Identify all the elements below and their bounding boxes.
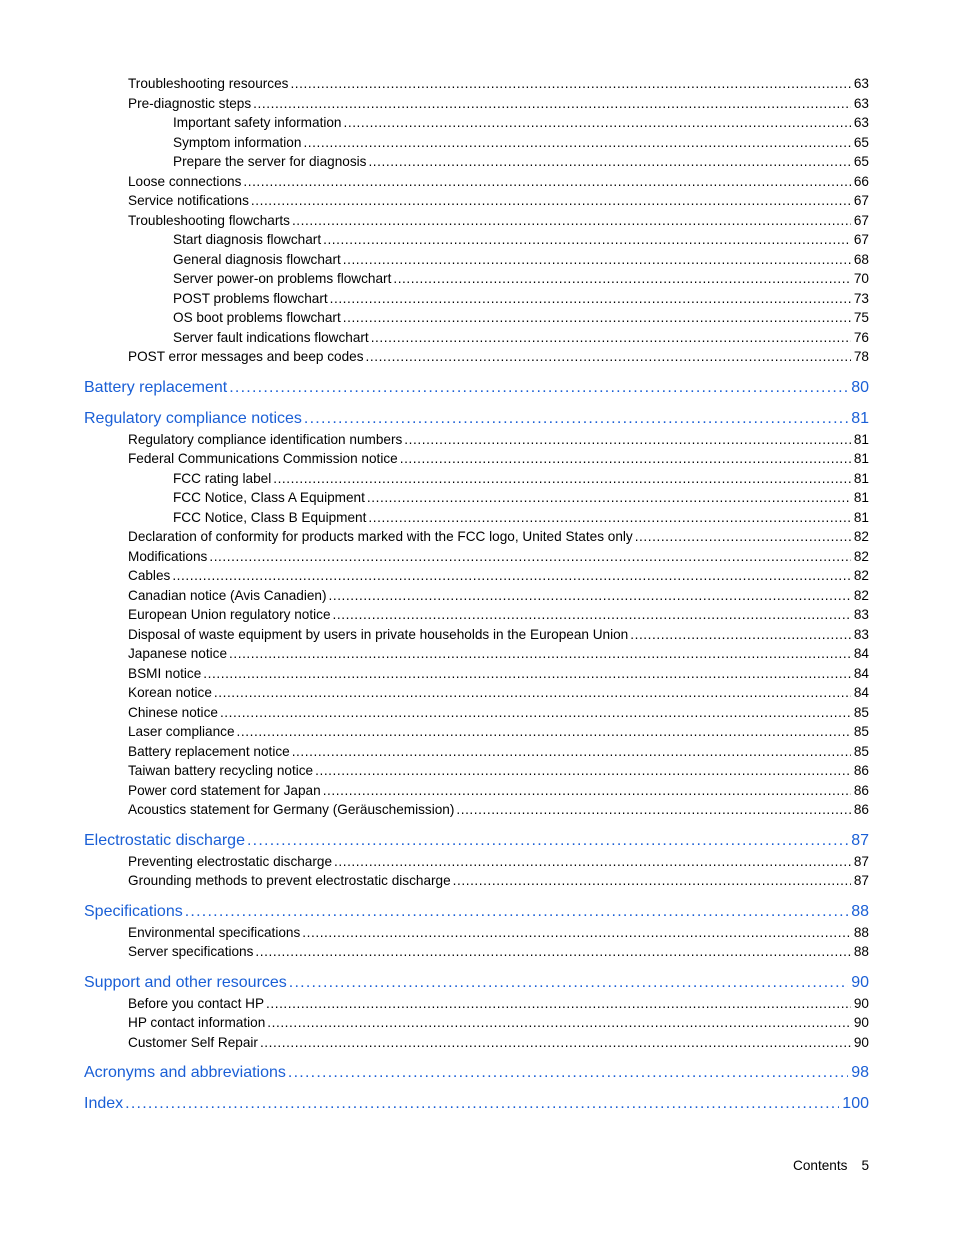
toc-section-entry[interactable]: [84, 211, 869, 231]
toc-section-entry[interactable]: [84, 942, 869, 962]
toc-dot-leader: [267, 1013, 851, 1033]
toc-dot-leader: [214, 683, 851, 703]
toc-dot-leader: [203, 664, 851, 684]
toc-dot-leader: [333, 605, 851, 625]
toc-entry-title: Federal Communications Commission notice: [128, 451, 398, 466]
toc-entry-page: 75: [853, 310, 869, 325]
toc-section-entry[interactable]: [84, 113, 869, 133]
toc-section-entry[interactable]: [84, 871, 869, 891]
toc-entry-title: Declaration of conformity for products marked with the FCC logo, United States only: [128, 529, 633, 544]
toc-entry-title: Troubleshooting resources: [128, 76, 289, 91]
toc-entry-title: European Union regulatory notice: [128, 607, 331, 622]
toc-dot-leader: [260, 1033, 851, 1053]
toc-entry-page: 83: [853, 607, 869, 622]
toc-dot-leader: [393, 269, 851, 289]
toc-entry-page: 84: [853, 646, 869, 661]
toc-dot-leader: [251, 191, 851, 211]
toc-entry-page: 66: [853, 173, 869, 189]
toc-entry-title: Regulatory compliance notices: [84, 409, 302, 427]
toc-dot-leader: [289, 973, 848, 993]
toc-dot-leader: [334, 852, 851, 872]
toc-entry-title: Specifications: [84, 902, 183, 920]
toc-dot-leader: [456, 800, 851, 820]
toc-section-entry[interactable]: [84, 74, 869, 94]
toc-entry-page: 83: [853, 626, 869, 642]
toc-section-entry[interactable]: [84, 308, 869, 328]
toc-entry-title: Battery replacement: [84, 378, 228, 396]
toc-entry-page: 86: [853, 763, 869, 778]
toc-dot-leader: [220, 703, 851, 723]
toc-entry-page: 90: [853, 1015, 869, 1030]
toc-section-entry[interactable]: [84, 527, 869, 547]
toc-section-entry[interactable]: [84, 430, 869, 450]
toc-entry-page: 78: [853, 349, 869, 364]
toc-entry-page: 81: [853, 509, 869, 525]
toc-dot-leader: [292, 211, 851, 231]
toc-entry-page: 90: [851, 973, 869, 991]
toc-dot-leader: [404, 430, 851, 450]
toc-section-entry[interactable]: [84, 586, 869, 606]
toc-entry-page: 84: [853, 665, 869, 681]
toc-entry-title: Support and other resources: [84, 973, 287, 991]
toc-section-entry[interactable]: [84, 566, 869, 586]
toc-dot-leader: [247, 831, 848, 851]
toc-dot-leader: [344, 113, 851, 133]
toc-dot-leader: [292, 742, 851, 762]
toc-entry-page: 100: [842, 1095, 869, 1112]
toc-dot-leader: [172, 566, 851, 586]
toc-entry-page: 98: [851, 1064, 869, 1081]
toc-entry-page: 63: [853, 115, 869, 130]
toc-entry-title: Important safety information: [173, 115, 342, 130]
toc-section-entry[interactable]: [84, 781, 869, 801]
toc-dot-leader: [229, 378, 848, 398]
toc-entry-page: 90: [853, 995, 869, 1011]
toc-entry-title: Prepare the server for diagnosis: [173, 154, 367, 169]
toc-dot-leader: [255, 942, 850, 962]
toc-entry-title: POST problems flowchart: [173, 290, 328, 306]
toc-section-entry[interactable]: [84, 250, 869, 270]
toc-entry-title: Taiwan battery recycling notice: [128, 763, 314, 778]
toc-section-entry[interactable]: [84, 1033, 869, 1053]
toc-chapter-entry[interactable]: [84, 902, 869, 922]
toc-dot-leader: [323, 230, 851, 250]
toc-section-entry[interactable]: [84, 923, 869, 943]
toc-dot-leader: [290, 74, 850, 94]
toc-entry-title: HP contact information: [128, 1015, 266, 1030]
toc-section-entry[interactable]: [84, 508, 869, 528]
toc-section-entry[interactable]: [84, 172, 869, 192]
footer-page-number: 5: [861, 1158, 869, 1173]
toc-entry-title: Regulatory compliance identification numbers: [128, 431, 403, 447]
toc-entry-title: Pre-diagnostic steps: [128, 95, 252, 111]
toc-entry-title: Start diagnosis flowchart: [173, 232, 322, 247]
toc-entry-page: 86: [853, 802, 869, 817]
toc-section-entry[interactable]: [84, 703, 869, 723]
toc-entry-title: Disposal of waste equipment by users in private households in the European Union: [128, 626, 629, 642]
toc-section-entry[interactable]: [84, 469, 869, 489]
toc-entry-page: 87: [851, 831, 869, 849]
page-footer: [793, 1158, 869, 1173]
toc-dot-leader: [273, 469, 851, 489]
toc-entry-title: Japanese notice: [128, 646, 228, 661]
toc-entry-page: 85: [853, 743, 869, 759]
toc-entry-title: POST error messages and beep codes: [128, 349, 364, 364]
toc-section-entry[interactable]: [84, 852, 869, 872]
toc-section-entry[interactable]: [84, 800, 869, 820]
toc-entry-page: 87: [853, 853, 869, 869]
toc-section-entry[interactable]: [84, 625, 869, 645]
toc-dot-leader: [209, 547, 851, 567]
toc-entry-page: 82: [853, 587, 869, 603]
toc-entry-page: 70: [853, 271, 869, 286]
toc-dot-leader: [371, 328, 851, 348]
toc-entry-page: 80: [851, 378, 869, 396]
toc-dot-leader: [253, 94, 851, 114]
toc-entry-page: 90: [853, 1034, 869, 1050]
toc-entry-page: 81: [853, 490, 869, 505]
footer-section-label: Contents: [793, 1158, 848, 1173]
toc-section-entry[interactable]: [84, 605, 869, 625]
toc-entry-page: 65: [853, 154, 869, 169]
toc-entry-title: Acoustics statement for Germany (Geräuschemission): [128, 802, 455, 817]
toc-dot-leader: [453, 871, 851, 891]
toc-entry-title: Cables: [128, 568, 171, 583]
toc-dot-leader: [304, 409, 848, 429]
toc-entry-page: 86: [853, 782, 869, 798]
toc-section-entry[interactable]: [84, 994, 869, 1014]
toc-entry-page: 81: [853, 431, 869, 447]
toc-dot-leader: [303, 133, 850, 153]
toc-dot-leader: [266, 994, 851, 1014]
toc-dot-leader: [368, 508, 850, 528]
toc-section-entry[interactable]: [84, 94, 869, 114]
toc-entry-title: General diagnosis flowchart: [173, 251, 341, 267]
toc-entry-title: FCC rating label: [173, 470, 272, 486]
table-of-contents: [84, 74, 869, 1114]
toc-chapter-entry[interactable]: [84, 1094, 869, 1114]
toc-dot-leader: [630, 625, 851, 645]
toc-section-entry[interactable]: [84, 683, 869, 703]
toc-entry-page: 82: [853, 529, 869, 544]
toc-dot-leader: [343, 250, 851, 270]
toc-entry-page: 81: [853, 470, 869, 486]
toc-chapter-entry[interactable]: [84, 973, 869, 993]
toc-entry-page: 87: [853, 873, 869, 888]
toc-entry-page: 85: [853, 704, 869, 720]
toc-entry-page: 63: [853, 76, 869, 91]
toc-entry-title: OS boot problems flowchart: [173, 310, 341, 325]
toc-section-entry[interactable]: [84, 133, 869, 153]
toc-entry-page: 65: [853, 134, 869, 150]
toc-entry-page: 85: [853, 724, 869, 739]
toc-entry-page: 67: [853, 193, 869, 208]
toc-entry-title: Laser compliance: [128, 724, 235, 739]
toc-chapter-entry[interactable]: [84, 1063, 869, 1083]
toc-dot-leader: [366, 347, 851, 367]
toc-entry-page: 63: [853, 95, 869, 111]
toc-section-entry[interactable]: [84, 230, 869, 250]
toc-entry-title: Loose connections: [128, 173, 242, 189]
toc-dot-leader: [329, 586, 851, 606]
toc-entry-page: 82: [853, 568, 869, 583]
toc-entry-title: Symptom information: [173, 134, 302, 150]
toc-entry-title: Server power-on problems flowchart: [173, 271, 392, 286]
toc-dot-leader: [229, 644, 851, 664]
toc-entry-page: 67: [853, 232, 869, 247]
toc-chapter-entry[interactable]: [84, 409, 869, 429]
toc-entry-title: Troubleshooting flowcharts: [128, 212, 290, 228]
toc-entry-page: 84: [853, 685, 869, 700]
toc-entry-title: Preventing electrostatic discharge: [128, 853, 333, 869]
toc-entry-title: Power cord statement for Japan: [128, 782, 321, 798]
toc-dot-leader: [367, 488, 851, 508]
toc-section-entry[interactable]: [84, 664, 869, 684]
toc-section-entry[interactable]: [84, 289, 869, 309]
toc-entry-title: Service notifications: [128, 193, 249, 208]
toc-section-entry[interactable]: [84, 191, 869, 211]
toc-dot-leader: [237, 722, 851, 742]
toc-section-entry[interactable]: [84, 328, 869, 348]
toc-entry-page: 81: [853, 451, 869, 466]
toc-entry-title: Customer Self Repair: [128, 1034, 258, 1050]
toc-dot-leader: [302, 923, 851, 943]
toc-entry-title: BSMI notice: [128, 665, 202, 681]
toc-dot-leader: [315, 761, 851, 781]
toc-dot-leader: [185, 902, 848, 922]
toc-dot-leader: [343, 308, 851, 328]
toc-entry-title: FCC Notice, Class A Equipment: [173, 490, 365, 505]
toc-dot-leader: [368, 152, 850, 172]
toc-section-entry[interactable]: [84, 722, 869, 742]
toc-entry-title: FCC Notice, Class B Equipment: [173, 509, 367, 525]
toc-entry-title: Index: [84, 1095, 124, 1112]
toc-entry-title: Server specifications: [128, 944, 254, 959]
toc-entry-title: Chinese notice: [128, 704, 218, 720]
toc-chapter-entry[interactable]: [84, 378, 869, 398]
toc-section-entry[interactable]: [84, 449, 869, 469]
toc-section-entry[interactable]: [84, 761, 869, 781]
toc-section-entry[interactable]: [84, 742, 869, 762]
toc-section-entry[interactable]: [84, 1013, 869, 1033]
toc-entry-page: 76: [853, 329, 869, 345]
toc-dot-leader: [323, 781, 851, 801]
toc-entry-title: Battery replacement notice: [128, 743, 290, 759]
toc-section-entry[interactable]: [84, 347, 869, 367]
toc-entry-page: 68: [853, 251, 869, 267]
toc-chapter-entry[interactable]: [84, 831, 869, 851]
toc-entry-page: 82: [853, 548, 869, 564]
toc-entry-title: Electrostatic discharge: [84, 831, 245, 849]
toc-entry-page: 73: [853, 290, 869, 306]
toc-entry-title: Grounding methods to prevent electrostatic discharge: [128, 873, 451, 888]
toc-entry-page: 88: [851, 902, 869, 920]
toc-dot-leader: [125, 1094, 839, 1114]
toc-section-entry[interactable]: [84, 644, 869, 664]
toc-entry-title: Before you contact HP: [128, 995, 265, 1011]
toc-entry-title: Server fault indications flowchart: [173, 329, 369, 345]
toc-dot-leader: [288, 1063, 848, 1083]
toc-entry-title: Acronyms and abbreviations: [84, 1064, 286, 1081]
toc-entry-page: 67: [853, 212, 869, 228]
toc-section-entry[interactable]: [84, 269, 869, 289]
toc-dot-leader: [400, 449, 851, 469]
toc-section-entry[interactable]: [84, 152, 869, 172]
toc-entry-page: 88: [853, 944, 869, 959]
toc-section-entry[interactable]: [84, 488, 869, 508]
toc-dot-leader: [635, 527, 851, 547]
toc-entry-title: Environmental specifications: [128, 924, 301, 940]
toc-dot-leader: [330, 289, 851, 309]
toc-entry-page: 81: [851, 409, 869, 427]
toc-entry-title: Korean notice: [128, 685, 212, 700]
toc-entry-title: Modifications: [128, 548, 208, 564]
toc-entry-title: Canadian notice (Avis Canadien): [128, 587, 327, 603]
toc-dot-leader: [243, 172, 851, 192]
toc-entry-page: 88: [853, 924, 869, 940]
toc-section-entry[interactable]: [84, 547, 869, 567]
